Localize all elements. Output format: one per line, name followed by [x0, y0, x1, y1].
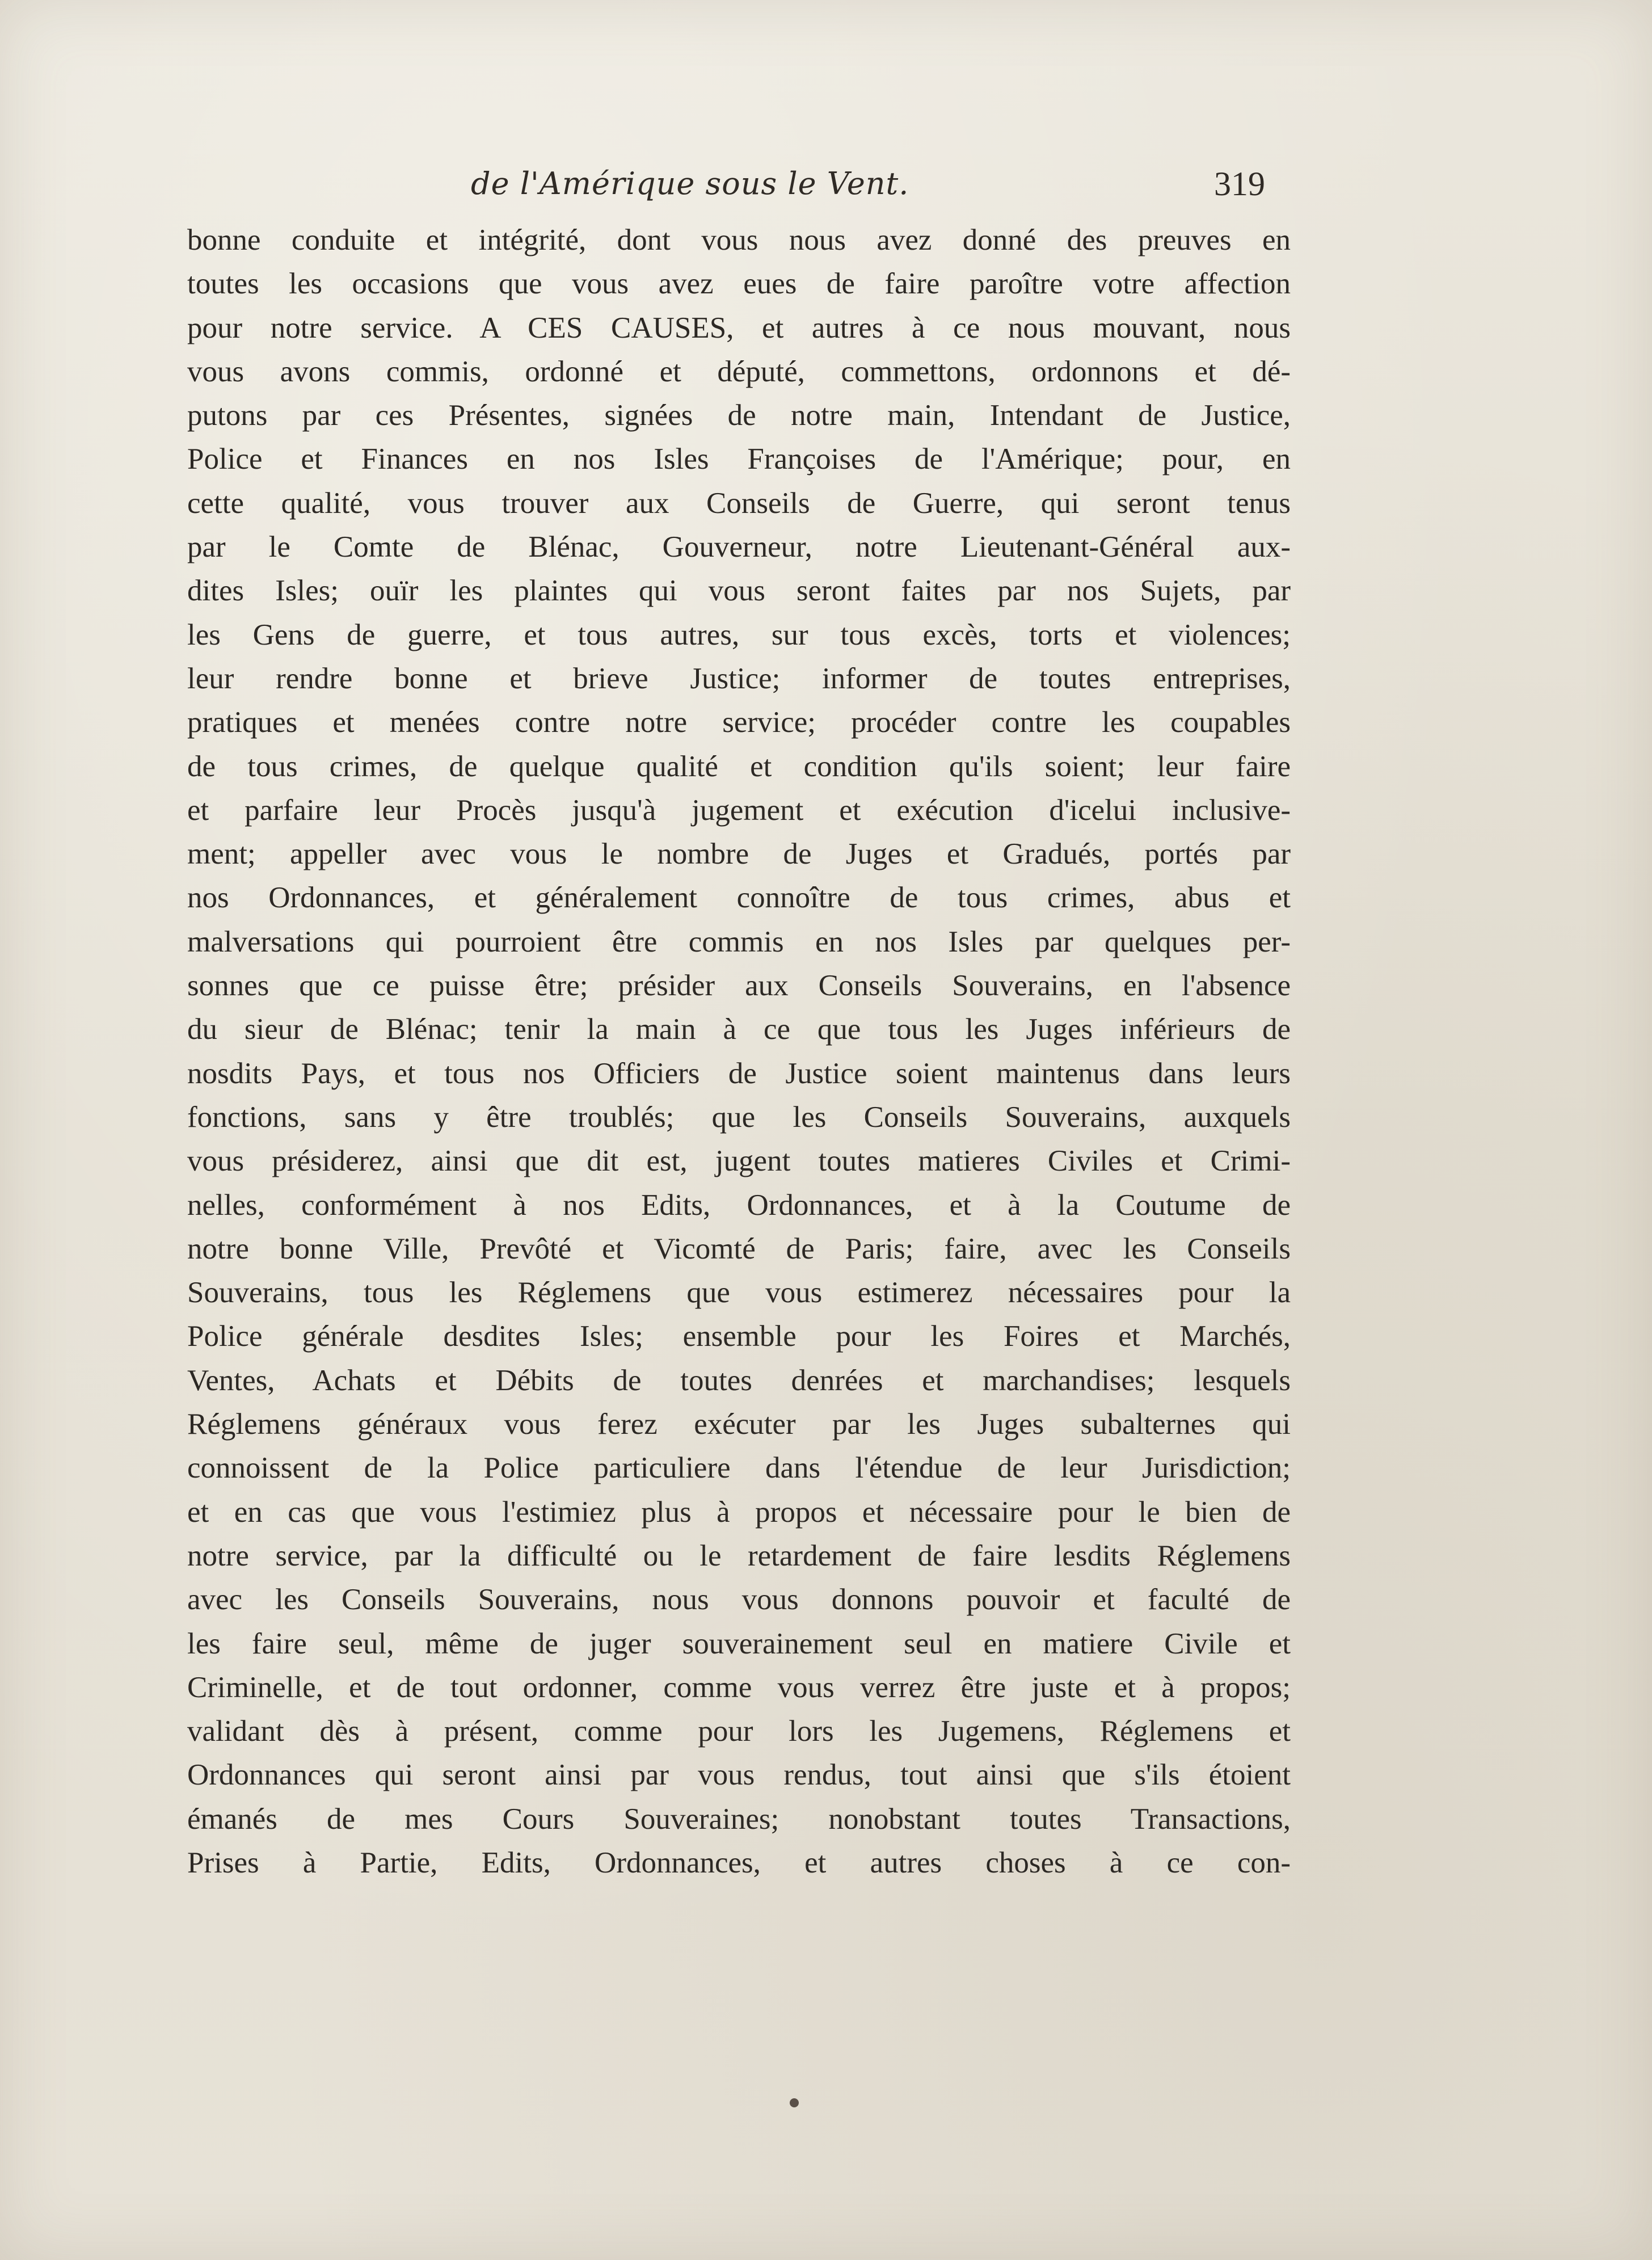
text-line: cette qualité, vous trouver aux Conseils de Guerre, qui seront tenus: [187, 486, 1291, 520]
text-line: les Gens de guerre, et tous autres, sur tous excès, torts et violences;: [187, 618, 1291, 651]
text-line: bonne conduite et intégrité, dont vous nous avez donné des preuves en: [187, 224, 1291, 256]
text-line: ment; appeller avec vous le nombre de Juges et Gradués, portés par: [187, 837, 1291, 871]
text-line: nosdits Pays, et tous nos Officiers de Justice soient maintenus dans leurs: [187, 1057, 1291, 1090]
text-line: notre bonne Ville, Prevôté et Vicomté de Paris; faire, avec les Conseils: [187, 1232, 1291, 1265]
text-line: Réglemens généraux vous ferez exécuter par les Juges subalternes qui: [187, 1408, 1291, 1441]
text-line: par le Comte de Blénac, Gouverneur, notre Lieutenant-Général aux-: [187, 531, 1291, 564]
text-line: nelles, conformément à nos Edits, Ordonnances, et à la Coutume de: [187, 1188, 1291, 1222]
text-line: nos Ordonnances, et généralement connoître de tous crimes, abus et: [187, 881, 1291, 915]
text-line: connoissent de la Police particuliere dans l'étendue de leur Jurisdiction;: [187, 1451, 1291, 1485]
text-line: validant dès à présent, comme pour lors les Jugemens, Réglemens et: [187, 1715, 1291, 1748]
text-line: putons par ces Présentes, signées de notre main, Intendant de Justice,: [187, 399, 1291, 432]
text-line: sonnes que ce puisse être; présider aux Conseils Souverains, en l'absence: [187, 969, 1291, 1003]
text-line: dites Isles; ouïr les plaintes qui vous seront faites par nos Sujets, par: [187, 574, 1291, 608]
ink-speck: [790, 2098, 799, 2107]
text-line: toutes les occasions que vous avez eues de faire paroître votre affection: [187, 267, 1291, 301]
text-line: avec les Conseils Souverains, nous vous donnons pouvoir et faculté de: [187, 1583, 1291, 1617]
text-line: notre service, par la difficulté ou le retardement de faire lesdits Réglemens: [187, 1539, 1291, 1572]
text-line: malversations qui pourroient être commis en nos Isles par quelques per-: [187, 925, 1291, 958]
text-line: du sieur de Blénac; tenir la main à ce que tous les Juges inférieurs de: [187, 1013, 1291, 1046]
text-line: les faire seul, même de juger souverainement seul en matiere Civile et: [187, 1627, 1291, 1660]
text-line: Prises à Partie, Edits, Ordonnances, et autres choses à ce con-: [187, 1846, 1291, 1879]
text-line: fonctions, sans y être troublés; que les Conseils Souverains, auxquels: [187, 1100, 1291, 1134]
text-line: de tous crimes, de quelque qualité et condition qu'ils soient; leur faire: [187, 750, 1291, 783]
text-line: Police générale desdites Isles; ensemble pour les Foires et Marchés,: [187, 1320, 1291, 1353]
text-line: Police et Finances en nos Isles Françoises de l'Amérique; pour, en: [187, 443, 1291, 476]
text-line: Ventes, Achats et Débits de toutes denrées et marchandises; lesquels: [187, 1363, 1291, 1397]
text-line: leur rendre bonne et brieve Justice; informer de toutes entreprises,: [187, 662, 1291, 695]
text-line: vous avons commis, ordonné et député, commettons, ordonnons et dé-: [187, 355, 1291, 388]
text-line: Souverains, tous les Réglemens que vous estimerez nécessaires pour la: [187, 1276, 1291, 1310]
page-number: 319: [1214, 165, 1265, 203]
text-line: vous présiderez, ainsi que dit est, jugent toutes matieres Civiles et Crimi-: [187, 1144, 1291, 1178]
text-line: émanés de mes Cours Souveraines; nonobstant toutes Transactions,: [187, 1802, 1291, 1836]
text-line: pratiques et menées contre notre service; procéder contre les coupables: [187, 706, 1291, 739]
running-title: de l'Amérique sous le Vent.: [471, 166, 909, 201]
text-line: Ordonnances qui seront ainsi par vous rendus, tout ainsi que s'ils étoient: [187, 1758, 1291, 1792]
text-line: pour notre service. A CES CAUSES, et autres à ce nous mouvant, nous: [187, 311, 1291, 344]
text-line: et en cas que vous l'estimiez plus à propos et nécessaire pour le bien de: [187, 1495, 1291, 1529]
text-line: et parfaire leur Procès jusqu'à jugement et exécution d'icelui inclusive-: [187, 793, 1291, 827]
body-text: [187, 218, 1291, 1885]
running-head: [187, 166, 1265, 217]
text-line: Criminelle, et de tout ordonner, comme vous verrez être juste et à propos;: [187, 1670, 1291, 1704]
